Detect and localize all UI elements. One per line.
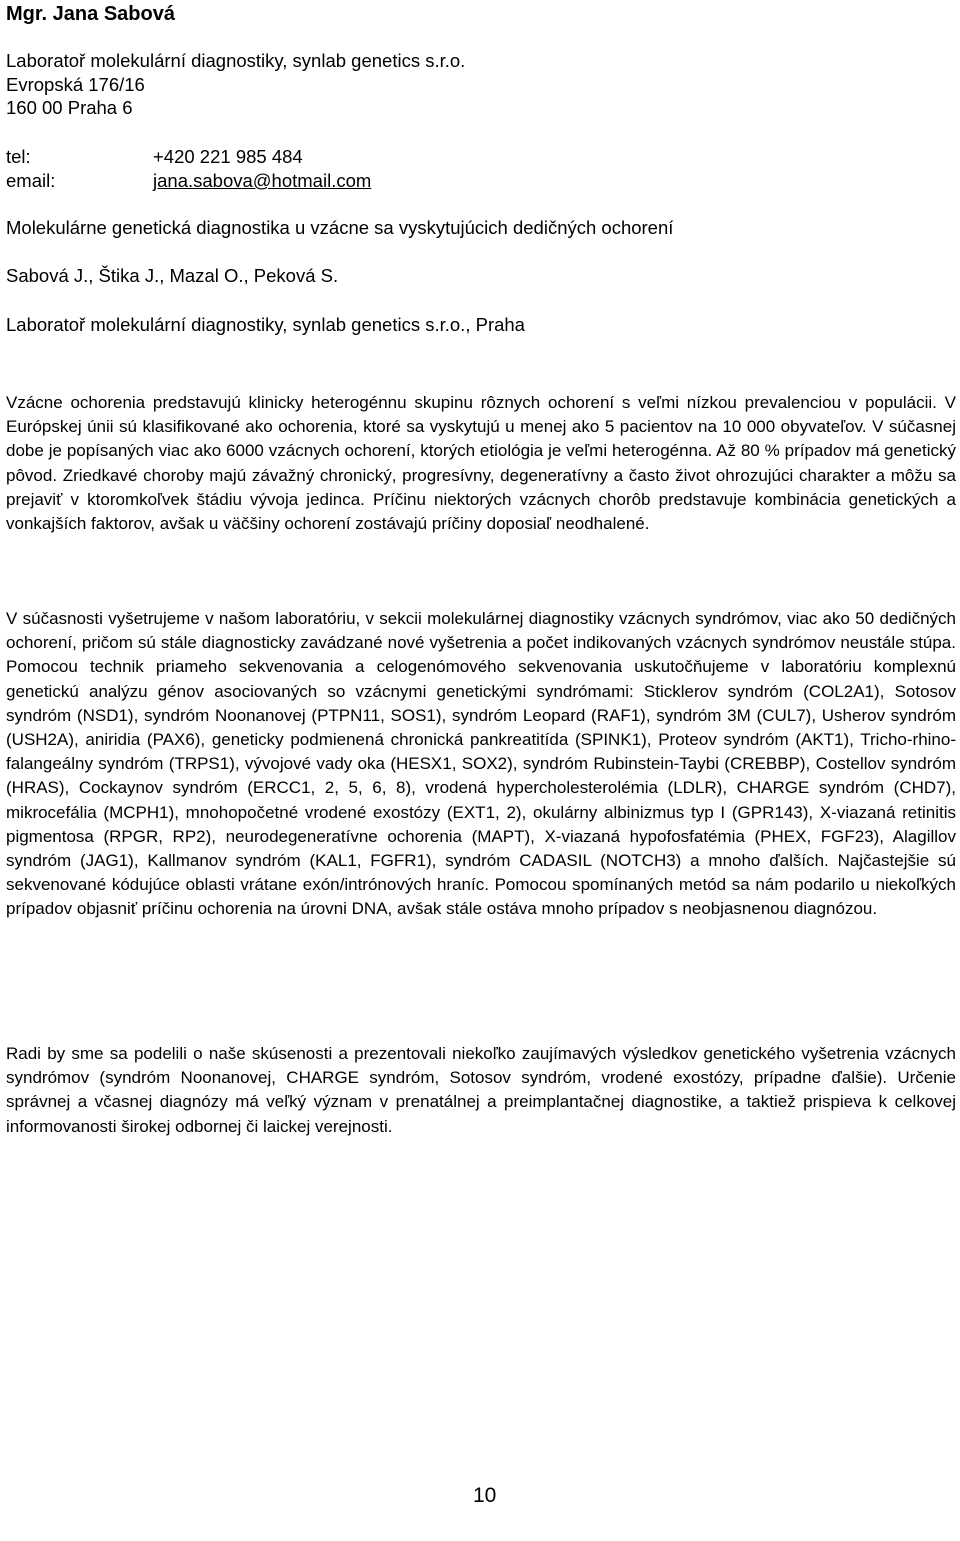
abstract-paragraph-2: V súčasnosti vyšetrujeme v našom laboratóriu, v sekcii molekulárnej diagnostiky vzácnych syndrómov, viac ako 50 dedičných ochorení, pričom sú stále diagnosticky zavádzané nové vyšetrenia a počet indikovaných vzácnych syndrómov neustále stúpa. Pomocou technik priameho sekvenovania a celogenómového sekvenovania uskutočňujeme v laboratóriu komplexnú genetickú analýzu génov asociovaných so vzácnymi genetickými syndrómami: Sticklerov syndróm (COL2A1), Sotosov syndróm (NSD1), syndróm Noonanovej (PTPN11, SOS1), syndróm Leopard (RAF1), syndróm 3M (CUL7), Usherov syndróm (USH2A), aniridia (PAX6), geneticky podmienená chronická pankreatitída (SPINK1), Proteov syndróm (AKT1), Tricho-rhino-falangeálny syndróm (TRPS1), vývojové vady oka (HESX1, SOX2), syndróm Rubinstein-Taybi (CREBBP), Costellov syndróm (HRAS), Cockaynov syndróm (ERCC1, 2, 5, 6, 8), vrodená hypercholesterolémia (LDLR), CHARGE syndróm (CHD7), mikrocefália (MCPH1), mnohopočetné vrodené exostózy (EXT1, 2), okulárny albinizmus typ I (GPR143), X-viazaná retinitis pigmentosa (RPGR, RP2), neurodegeneratívne ochorenia (MAPT), X-viazaná hypofosfatémia (PHEX, FGF23), Alagillov syndróm (JAG1), Kallmanov syndróm (KAL1, FGFR1), syndróm CADASIL (NOTCH3) a mnoho ďalších. Najčastejšie sú sekvenované kódujúce oblasti vrátane exón/intrónových hraníc. Pomocou spomínaných metód sa nám podarilo u niekoľkých prípadov objasniť príčinu ochorenia na úrovni DNA, avšak stále ostáva mnoho prípadov s neobjasnenou diagnózou. xyxy=(6,609,956,919)
address-lab: Laboratoř molekulární diagnostiky, synlab genetics s.r.o. xyxy=(6,50,466,71)
tel-value: +420 221 985 484 xyxy=(153,146,303,167)
page-number: 10 xyxy=(473,1484,497,1507)
address-city: 160 00 Praha 6 xyxy=(6,97,133,118)
email-label: email: xyxy=(6,170,56,191)
author-name: Mgr. Jana Sabová xyxy=(6,3,175,25)
abstract-affiliation: Laboratoř molekulární diagnostiky, synlab genetics s.r.o., Praha xyxy=(6,314,525,335)
email-link[interactable]: jana.sabova@hotmail.com xyxy=(153,170,372,191)
abstract-paragraph-3: Radi by sme sa podelili o naše skúsenosti a prezentovali niekoľko zaujímavých výsledkov genetického vyšetrenia vzácnych syndrómov (syndróm Noonanovej, CHARGE syndróm, Sotosov syndróm, vrodené exostózy, prípadne ďalšie). Určenie správnej a včasnej diagnózy má veľký význam v prenatálnej a preimplantačnej diagnostike, a taktiež prispieva k celkovej informovanosti širokej odbornej či laickej verejnosti. xyxy=(6,1044,956,1136)
abstract-authors: Sabová J., Štika J., Mazal O., Peková S. xyxy=(6,265,339,286)
abstract-title: Molekulárne genetická diagnostika u vzácne sa vyskytujúcich dedičných ochorení xyxy=(6,217,674,238)
email-value-wrapper xyxy=(153,170,371,192)
abstract-paragraph-1: Vzácne ochorenia predstavujú klinicky heterogénnu skupinu rôznych ochorení s veľmi nízkou prevalenciou v populácii. V Európskej únii sú klasifikované ako ochorenia, ktoré sa vyskytujú u menej ako 5 pacientov na 10 000 obyvateľov. V súčasnej dobe je popísaných viac ako 6000 vzácnych ochorení, ktorých etiológia je veľmi heterogénna. Až 80 % prípadov má genetický pôvod. Zriedkavé choroby majú závažný chronický, progresívny, degeneratívny a často život ohrozujúci charakter a môžu sa prejaviť v ktoromkoľvek štádiu vývoja jedinca. Príčinu niektorých vzácnych chorôb predstavuje kombinácia genetických a vonkajších faktorov, avšak u väčšiny ochorení zostávajú príčiny doposiaľ neodhalené. xyxy=(6,393,956,534)
tel-label: tel: xyxy=(6,146,31,167)
address-street: Evropská 176/16 xyxy=(6,74,145,95)
